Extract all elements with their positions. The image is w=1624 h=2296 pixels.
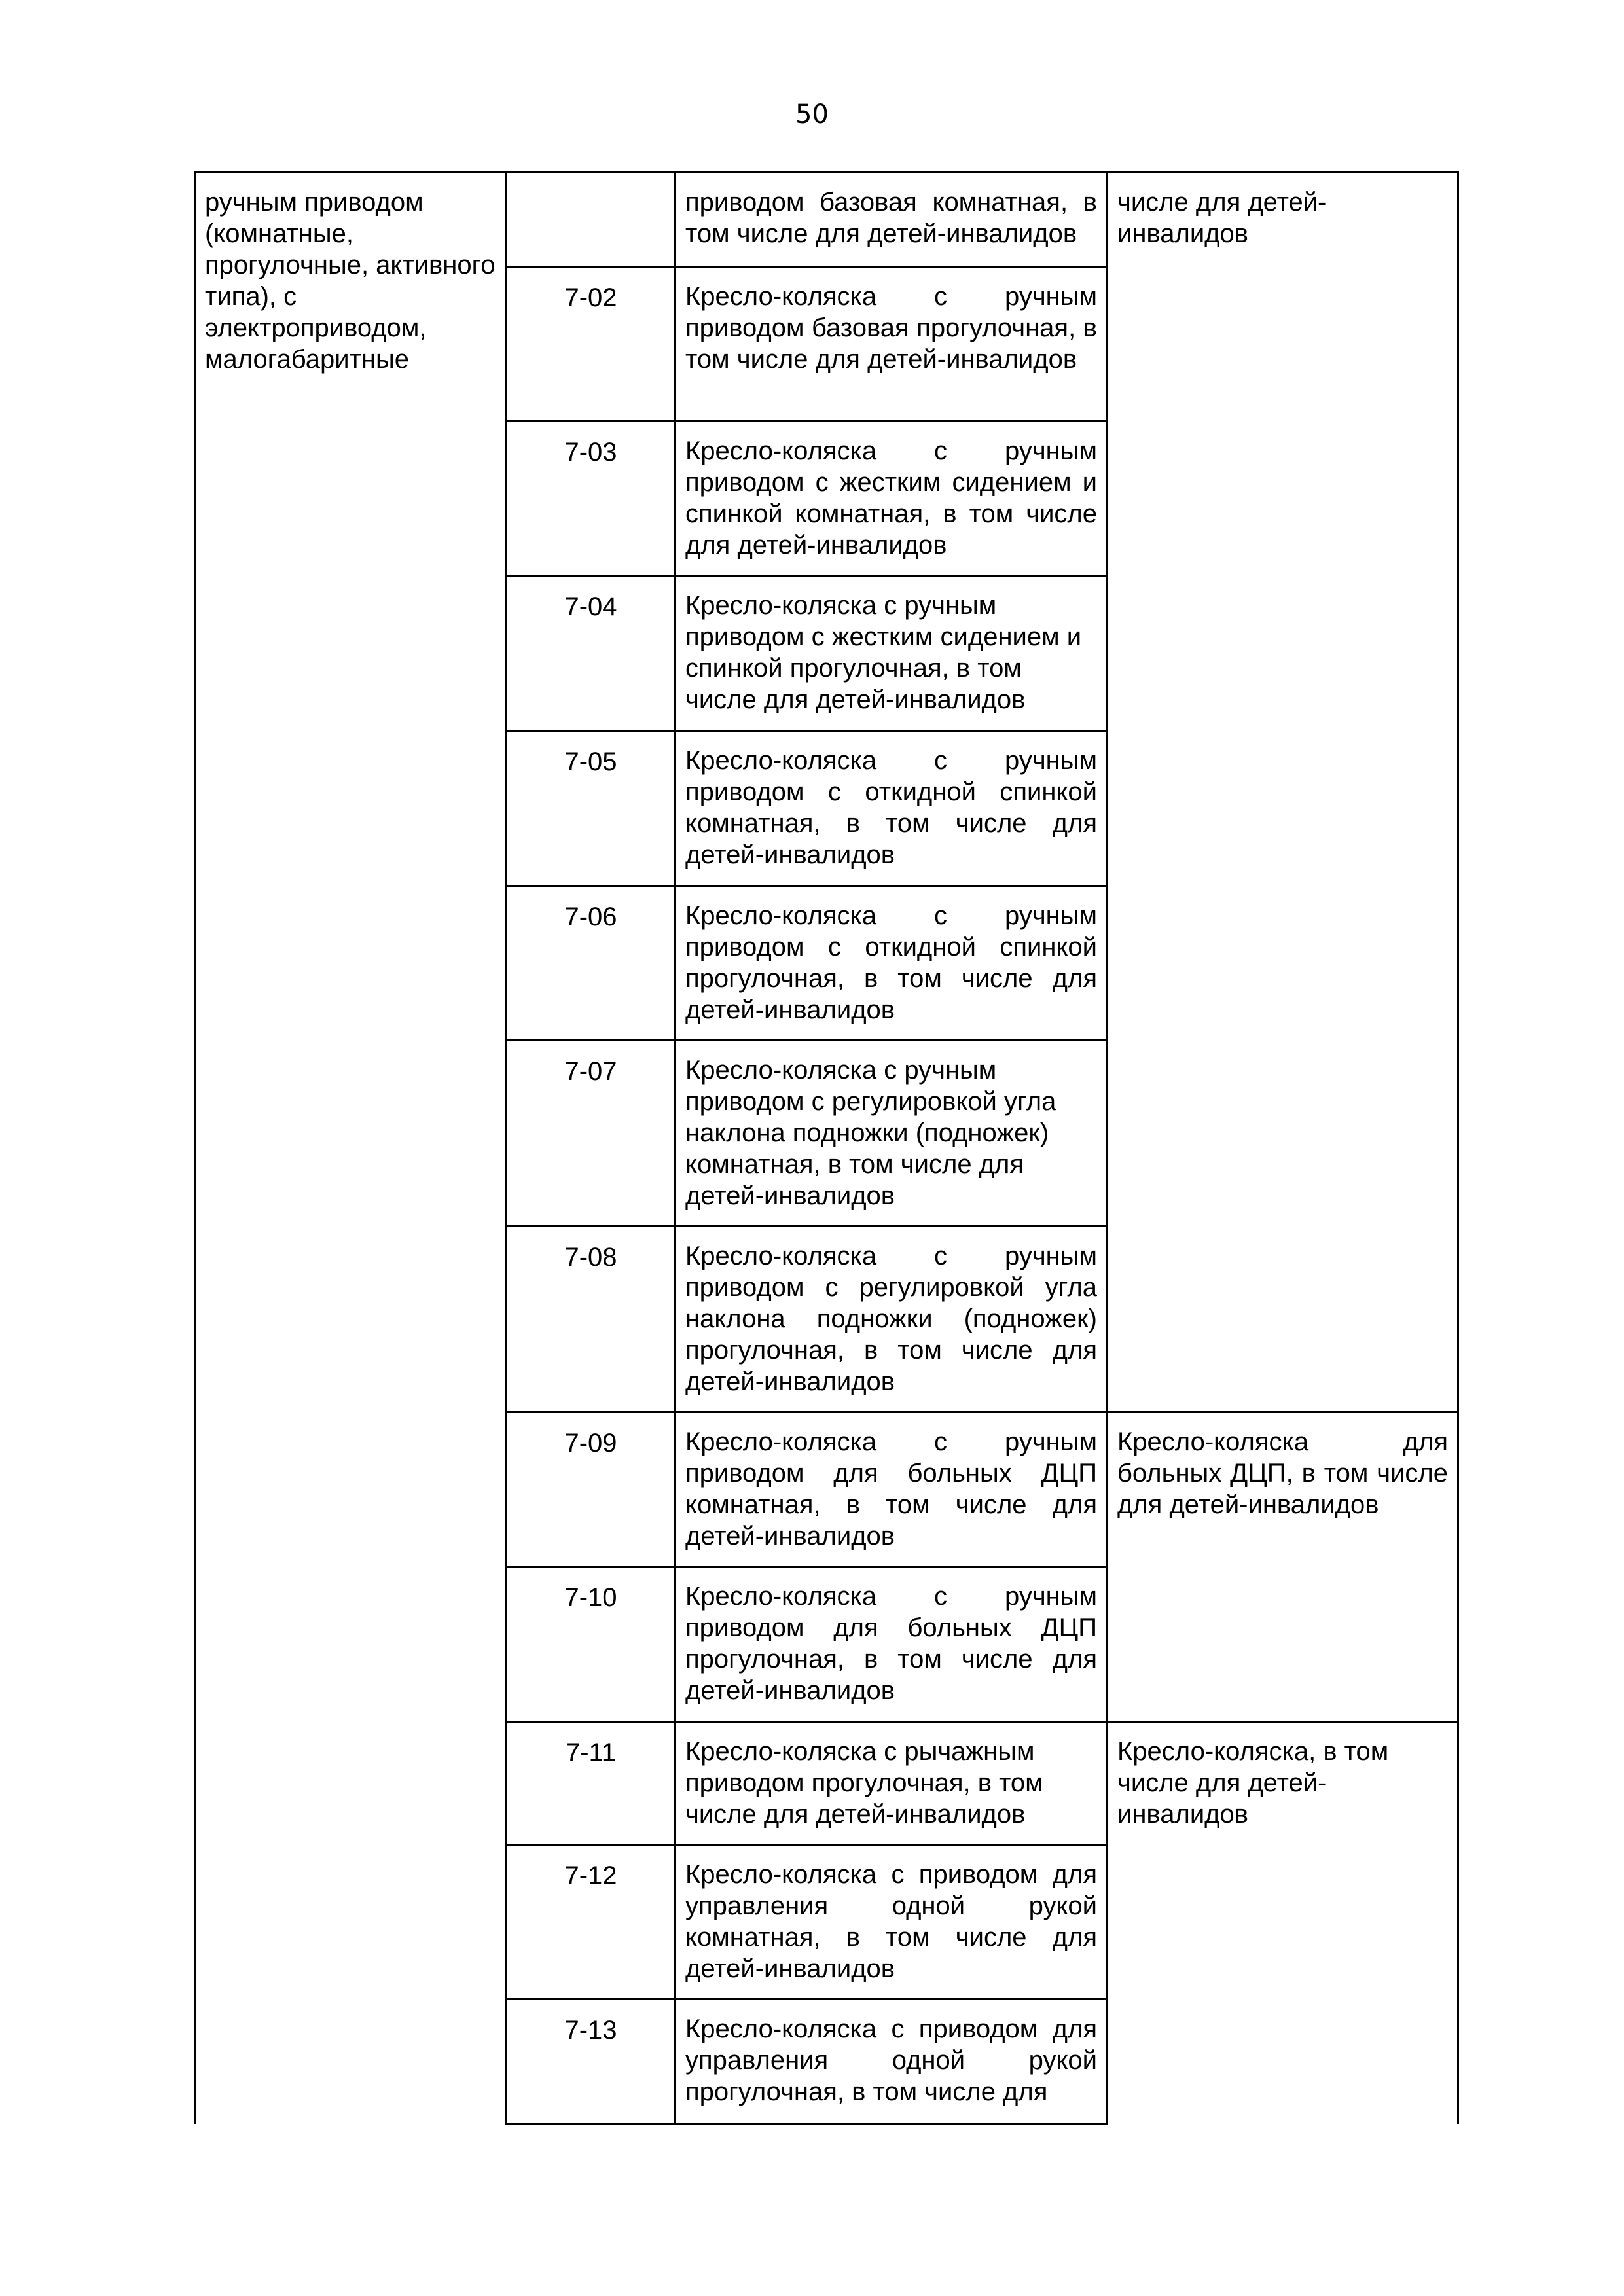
page-number: 50 bbox=[795, 99, 829, 130]
group-cell: Кресло-коляска для больных ДЦП, в том числе для детей-инвалидов bbox=[1108, 1412, 1458, 1722]
code-cell bbox=[507, 173, 676, 267]
code-cell: 7-13 bbox=[507, 2000, 676, 2124]
name-cell: Кресло-коляска с ручным приводом с регулировкой угла наклона подножки (подножек) прогулочная, в том числе для детей-инвалидов bbox=[676, 1227, 1108, 1412]
code-cell: 7-12 bbox=[507, 1845, 676, 2000]
code-cell: 7-08 bbox=[507, 1227, 676, 1412]
code-cell: 7-06 bbox=[507, 886, 676, 1041]
name-cell: Кресло-коляска с приводом для управления одной рукой прогулочная, в том числе для bbox=[676, 2000, 1108, 2124]
code-cell: 7-10 bbox=[507, 1567, 676, 1722]
name-cell: Кресло-коляска с ручным приводом с откидной спинкой комнатная, в том числе для детей-инвалидов bbox=[676, 731, 1108, 886]
name-cell: Кресло-коляска с ручным приводом с регулировкой угла наклона подножки (подножек) комнатная, в том числе для детей-инвалидов bbox=[676, 1041, 1108, 1227]
name-cell: Кресло-коляска с ручным приводом базовая прогулочная, в том числе для детей-инвалидов bbox=[676, 267, 1108, 422]
code-cell: 7-09 bbox=[507, 1412, 676, 1567]
group-cell: Кресло-коляска, в том числе для детей-инвалидов bbox=[1108, 1722, 1458, 2124]
name-cell: Кресло-коляска с ручным приводом с откидной спинкой прогулочная, в том числе для детей-инвалидов bbox=[676, 886, 1108, 1041]
name-cell: Кресло-коляска с ручным приводом с жестким сидением и спинкой комнатная, в том числе для детей-инвалидов bbox=[676, 422, 1108, 576]
code-cell: 7-03 bbox=[507, 422, 676, 576]
document-table bbox=[194, 171, 1459, 2125]
name-cell: Кресло-коляска с ручным приводом с жестким сидением и спинкой прогулочная, в том числе для детей-инвалидов bbox=[676, 576, 1108, 731]
category-cell: ручным приводом (комнатные, прогулочные, активного типа), с электроприводом, малогабаритные bbox=[195, 173, 507, 2124]
name-cell: Кресло-коляска с приводом для управления одной рукой комнатная, в том числе для детей-инвалидов bbox=[676, 1845, 1108, 2000]
code-cell: 7-04 bbox=[507, 576, 676, 731]
code-cell: 7-11 bbox=[507, 1722, 676, 1845]
code-cell: 7-07 bbox=[507, 1041, 676, 1227]
group-cell: числе для детей-инвалидов bbox=[1108, 173, 1458, 1412]
name-cell: Кресло-коляска с ручным приводом для больных ДЦП прогулочная, в том числе для детей-инвалидов bbox=[676, 1567, 1108, 1722]
table-row bbox=[195, 173, 1458, 267]
name-cell: приводом базовая комнатная, в том числе для детей-инвалидов bbox=[676, 173, 1108, 267]
code-cell: 7-05 bbox=[507, 731, 676, 886]
name-cell: Кресло-коляска с ручным приводом для больных ДЦП комнатная, в том числе для детей-инвалидов bbox=[676, 1412, 1108, 1567]
code-cell: 7-02 bbox=[507, 267, 676, 422]
name-cell: Кресло-коляска с рычажным приводом прогулочная, в том числе для детей-инвалидов bbox=[676, 1722, 1108, 1845]
